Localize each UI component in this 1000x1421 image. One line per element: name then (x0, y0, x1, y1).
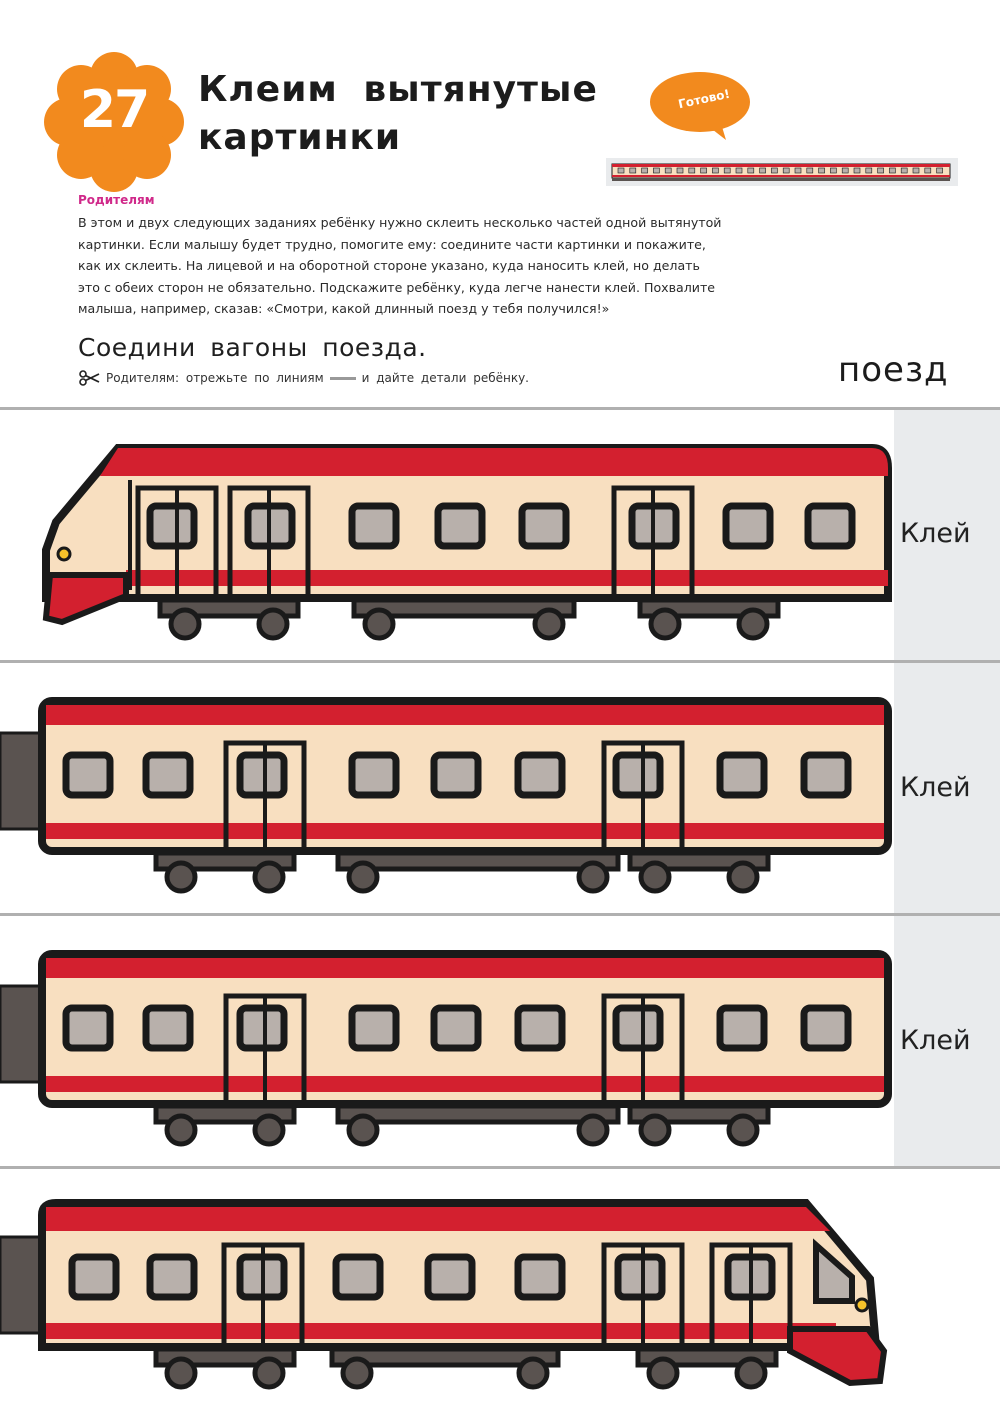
train-window (518, 755, 562, 795)
train-wheel (729, 1116, 757, 1144)
page-title-line-1: Клеим вытянутые (198, 69, 598, 110)
train-wheel (167, 863, 195, 891)
preview-window (665, 168, 671, 173)
train-wheel (349, 1116, 377, 1144)
train-window (336, 1257, 380, 1297)
train-window (428, 1257, 472, 1297)
train-headlight (856, 1299, 868, 1311)
train-window (616, 1008, 660, 1048)
train-strip-1[interactable] (0, 407, 1000, 660)
train-car-rear (0, 1169, 1000, 1419)
preview-window (736, 168, 742, 173)
preview-window (701, 168, 707, 173)
train-wheel (343, 1359, 371, 1387)
preview-window (642, 168, 648, 173)
train-wheel (167, 1359, 195, 1387)
train-wheel (365, 610, 393, 638)
train-roof-stripe (46, 705, 884, 725)
train-roof-stripe (46, 958, 884, 978)
glue-label: Клей (900, 772, 971, 803)
glue-label: Клей (900, 1025, 971, 1056)
cut-instruction (78, 370, 529, 386)
preview-window (854, 168, 860, 173)
train-wheel (737, 1359, 765, 1387)
train-wheel (259, 610, 287, 638)
train-strip-3[interactable] (0, 913, 1000, 1166)
preview-window (889, 168, 895, 173)
scissors-icon (78, 370, 100, 386)
train-window (146, 755, 190, 795)
train-lower-stripe (46, 823, 884, 839)
preview-window (630, 168, 636, 173)
train-coupler (0, 733, 44, 829)
parents-heading: Родителям (78, 193, 155, 207)
preview-window (819, 168, 825, 173)
train-wheel (641, 863, 669, 891)
train-window (150, 506, 194, 546)
train-wheel (641, 1116, 669, 1144)
parents-note-line: как их склеить. На лицевой и на оборотной стороне указано, куда наносить клей, но делать (78, 258, 700, 273)
preview-window (901, 168, 907, 173)
train-wheel (739, 610, 767, 638)
preview-window (878, 168, 884, 173)
train-wheel (535, 610, 563, 638)
train-headlight (58, 548, 70, 560)
task-number: 27 (79, 80, 149, 140)
preview-window (618, 168, 624, 173)
train-window (72, 1257, 116, 1297)
train-window (808, 506, 852, 546)
preview-window (760, 168, 766, 173)
train-window (66, 755, 110, 795)
preview-window (866, 168, 872, 173)
train-window (352, 506, 396, 546)
cut-line-sample (330, 377, 356, 380)
train-window (240, 1008, 284, 1048)
task-instruction: Соедини вагоны поезда. (78, 333, 427, 362)
train-window (518, 1008, 562, 1048)
cut-note-end: и дайте детали ребёнку. (361, 371, 529, 385)
train-wheel (651, 610, 679, 638)
train-wheel (167, 1116, 195, 1144)
train-window (66, 1008, 110, 1048)
preview-window (653, 168, 659, 173)
preview-window (783, 168, 789, 173)
train-window (804, 1008, 848, 1048)
train-car-middle (0, 663, 1000, 913)
train-wheel (579, 1116, 607, 1144)
train-preview-image (606, 158, 958, 186)
train-wheel (579, 863, 607, 891)
train-window (434, 1008, 478, 1048)
preview-window (748, 168, 754, 173)
train-wheel (729, 863, 757, 891)
preview-window (712, 168, 718, 173)
train-wheel (255, 863, 283, 891)
train-lower-stripe (126, 570, 888, 586)
train-wheel (255, 1359, 283, 1387)
train-window (726, 506, 770, 546)
preview-window (842, 168, 848, 173)
train-car-front (0, 410, 1000, 660)
train-wheel (519, 1359, 547, 1387)
train-nose (790, 1329, 884, 1383)
train-window (616, 755, 660, 795)
train-wheel (349, 863, 377, 891)
train-bogie (338, 853, 618, 869)
parents-note-line: В этом и двух следующих заданиях ребёнку нужно склеить несколько частей одной вытянутой (78, 215, 722, 230)
train-coupler (0, 1237, 44, 1333)
preview-window (830, 168, 836, 173)
train-lower-stripe (46, 1076, 884, 1092)
train-window (522, 506, 566, 546)
preview-window (689, 168, 695, 173)
word-label: поезд (838, 350, 949, 390)
preview-window (677, 168, 683, 173)
train-strip-4[interactable] (0, 1166, 1000, 1421)
train-window (146, 1008, 190, 1048)
cut-note-start: Родителям: отрежьте по линиям (106, 371, 324, 385)
glue-label: Клей (900, 518, 971, 549)
train-window (804, 755, 848, 795)
parents-note-line: малыша, например, сказав: «Смотри, какой длинный поезд у тебя получился!» (78, 301, 610, 316)
page-title-line-2: картинки (198, 117, 402, 158)
page-title (198, 66, 598, 162)
parents-note-line: картинки. Если малышу будет трудно, помогите ему: соедините части картинки и покажите, (78, 236, 706, 252)
train-window (518, 1257, 562, 1297)
train-car-middle (0, 916, 1000, 1166)
train-nose (46, 575, 126, 622)
parents-note-line: это с обеих сторон не обязательно. Подскажите ребёнку, куда легче нанести клей. Похвалите (78, 279, 716, 295)
preview-window (937, 168, 943, 173)
train-window (352, 1008, 396, 1048)
train-lower-stripe (46, 1323, 836, 1339)
train-window (352, 755, 396, 795)
preview-window (925, 168, 931, 173)
train-strip-2[interactable] (0, 660, 1000, 913)
preview-window (807, 168, 813, 173)
preview-window (724, 168, 730, 173)
train-roof-stripe (100, 448, 888, 476)
train-bogie (338, 1106, 618, 1122)
ready-label: Готово! (676, 86, 732, 112)
train-window (438, 506, 482, 546)
train-window (720, 755, 764, 795)
preview-window (771, 168, 777, 173)
train-wheel (171, 610, 199, 638)
train-window (240, 755, 284, 795)
train-wheel (649, 1359, 677, 1387)
preview-window (795, 168, 801, 173)
train-roof-stripe (46, 1207, 830, 1231)
train-coupler (0, 986, 44, 1082)
train-wheel (255, 1116, 283, 1144)
train-window (618, 1257, 662, 1297)
preview-window (913, 168, 919, 173)
train-window (150, 1257, 194, 1297)
parents-note (78, 212, 758, 320)
train-window (434, 755, 478, 795)
train-window (720, 1008, 764, 1048)
